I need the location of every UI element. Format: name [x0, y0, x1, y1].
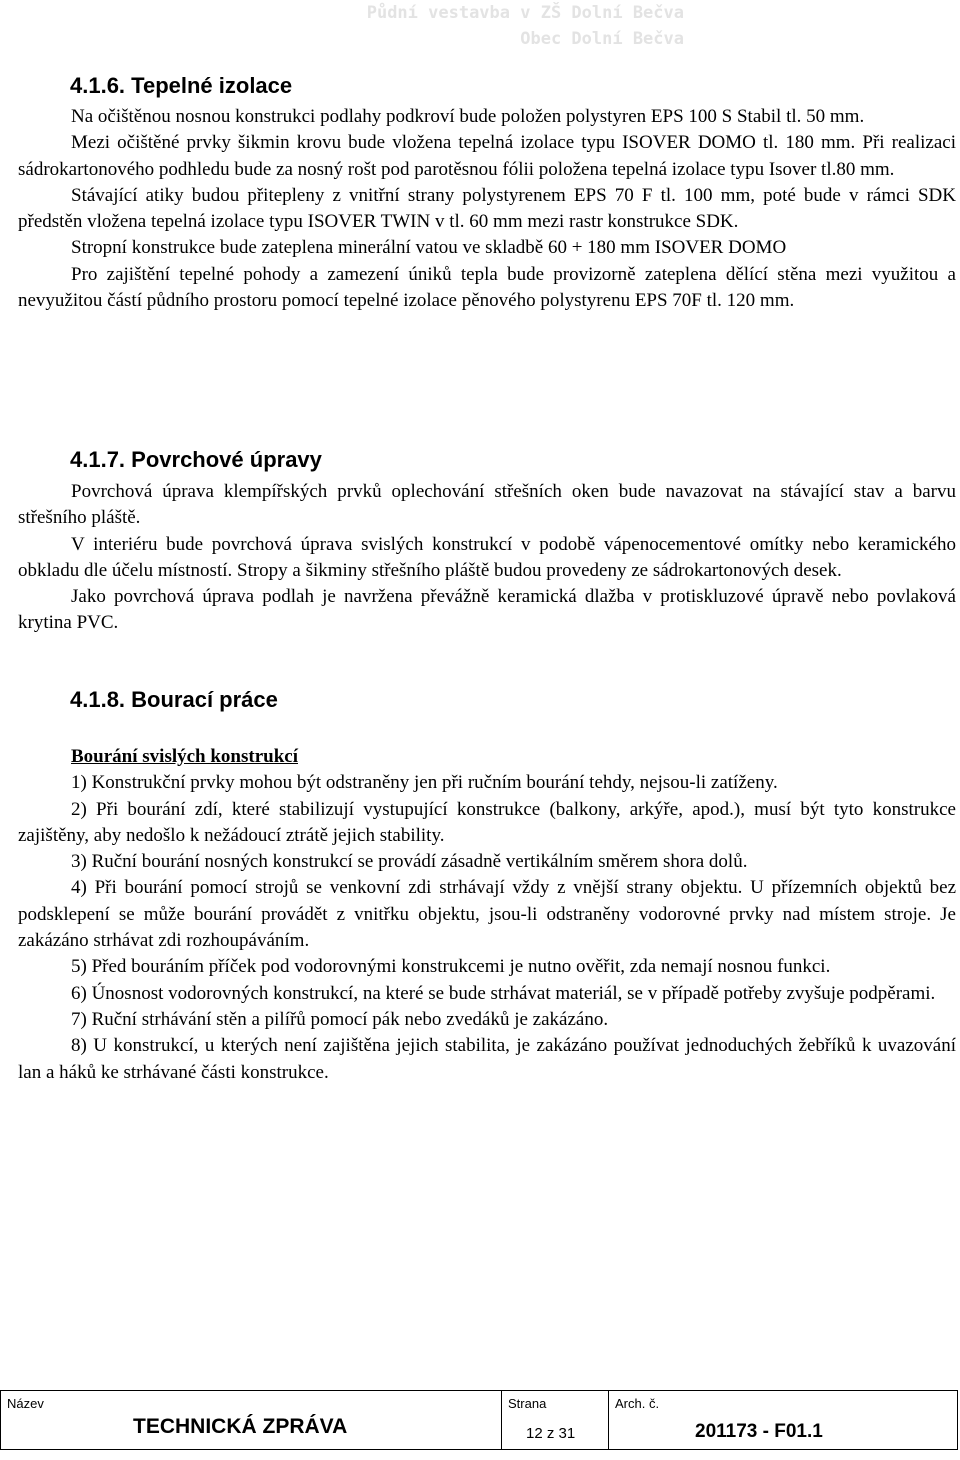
- paragraph: Mezi očištěné prvky šikmin krovu bude vložena tepelná izolace typu ISOVER DOMO tl. 180 mm. Při realizaci sádrokartonového podhledu bude za nosný rošt pod parotěsnou fólii položena tepelná izolace typu Isover tl.80 mm.: [18, 132, 956, 180]
- paragraph: Pro zajištění tepelné pohody a zamezení úniků tepla bude provizorně zateplena dělící stěna mezi využitou a nevyužitou částí půdního prostoru pomocí tepelné izolace pěnového polystyrenu EPS 70F tl. 120 mm.: [18, 263, 956, 312]
- list-item: 8) U konstrukcí, u kterých není zajištěna jejich stabilita, je zakázáno používat jednoduchých žebříků k uvazování lan a háků ke strhávané části konstrukce.: [18, 1035, 956, 1083]
- page-number: 12 z 31: [526, 1425, 576, 1442]
- paragraph: Stávající atiky budou přitepleny z vnitřní strany polystyrenem EPS 70 F tl. 100 mm, poté bude v rámci SDK předstěn vložena tepelná izolace typu ISOVER TWIN v tl. 60 mm mezi rastr konstrukce SDK.: [18, 184, 956, 233]
- subheading-vertical-structures: Bourání svislých konstrukcí: [71, 746, 298, 767]
- list-item: 5) Před bouráním příček pod vodorovnými konstrukcemi je nutno ověřit, zda nemají nosnou funkci.: [71, 956, 831, 978]
- header-client-name: Obec Dolní Bečva: [520, 29, 684, 49]
- document-name: TECHNICKÁ ZPRÁVA: [133, 1415, 348, 1438]
- list-item: 3) Ruční bourání nosných konstrukcí se provádí zásadně vertikálním směrem shora dolů.: [71, 851, 748, 873]
- arch-label: Arch. č.: [615, 1396, 660, 1411]
- header-project-title: Půdní vestavba v ZŠ Dolní Bečva: [366, 3, 684, 23]
- page-label: Strana: [508, 1396, 547, 1411]
- list-item: 1) Konstrukční prvky mohou být odstraněny jen při ručním bourání tehdy, nejsou-li zatíženy.: [71, 772, 778, 794]
- paragraph: V interiéru bude povrchová úprava svislých konstrukcí v podobě vápenocementové omítky nebo keramického obkladu dle účelu místností. Stropy a šikminy střešního pláště budou provedeny ze sádrokartonových desek.: [18, 533, 956, 581]
- paragraph: Povrchová úprava klempířských prvků oplechování střešních oken bude navazovat na stávající stav a barvu střešního pláště.: [18, 481, 956, 529]
- name-label: Název: [7, 1396, 44, 1411]
- section-body-thermal-insulation: [18, 104, 956, 314]
- title-block-name-cell: [1, 1391, 502, 1450]
- section-heading-thermal-insulation: 4.1.6. Tepelné izolace: [70, 73, 293, 98]
- list-item: 4) Při bourání pomocí strojů se venkovní zdi strhávají vždy z vnější strany objektu. U přízemních objektů bez podsklepení se může bourání provádět z vnitřku objektu, jsou-li odstraněny vodorovné prvky nad místem stroje. Je zakázáno strhávat zdi rozhoupáváním.: [18, 877, 956, 952]
- list-item: 7) Ruční strhávání stěn a pilířů pomocí pák nebo zvedáků je zakázáno.: [71, 1008, 609, 1030]
- section-body-surface-finishes: [18, 479, 956, 637]
- paragraph: Na očištěnou nosnou konstrukci podlahy podkroví bude položen polystyren EPS 100 S Stabil tl. 50 mm.: [71, 106, 865, 127]
- list-item: 2) Při bourání zdí, které stabilizují vystupující konstrukce (balkony, arkýře, apod.), musí být tyto konstrukce zajištěny, aby nedošlo k nežádoucí ztrátě jejich stability.: [18, 798, 956, 846]
- list-item: 6) Únosnost vodorovných konstrukcí, na které se bude strhávat materiál, se v případě potřeby zvyšuje podpěrami.: [71, 982, 936, 1004]
- title-block: [0, 1390, 960, 1452]
- section-heading-demolition: 4.1.8. Bourací práce: [70, 687, 278, 712]
- title-block-page-cell: [502, 1391, 609, 1450]
- title-block-arch-cell: [609, 1391, 958, 1450]
- paragraph: Stropní konstrukce bude zateplena minerální vatou ve skladbě 60 + 180 mm ISOVER DOMO: [71, 237, 787, 259]
- section-body-demolition: [18, 744, 956, 1086]
- paragraph: Jako povrchová úprava podlah je navržena převážně keramická dlažba v protiskluzové úpravě nebo povlaková krytina PVC.: [18, 586, 956, 634]
- section-heading-surface-finishes: 4.1.7. Povrchové úpravy: [70, 447, 322, 472]
- arch-number: 201173 - F01.1: [695, 1421, 823, 1442]
